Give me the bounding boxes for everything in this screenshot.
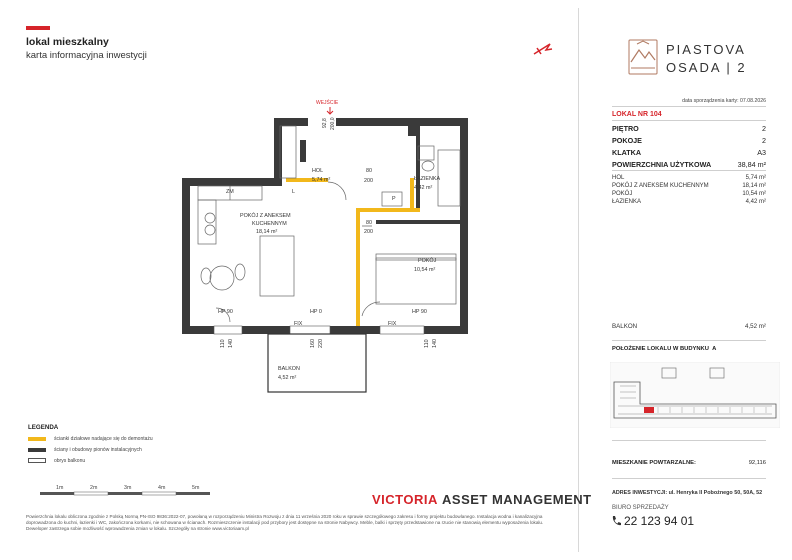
wall-top-left xyxy=(182,178,282,186)
window-fix-2: FIX xyxy=(388,321,397,327)
legend-text-demountable: ścianki działowe nadające się do demontażu xyxy=(54,436,153,442)
room-label-living-2: KUCHENNYM xyxy=(252,221,287,227)
info-row-floor: PIĘTRO 2 xyxy=(612,124,766,133)
l-mark: L xyxy=(292,189,295,195)
room-label-living-1: POKÓJ Z ANEKSEM xyxy=(240,213,291,219)
floor-plan xyxy=(176,96,486,396)
sill2-b: 220 xyxy=(318,339,324,348)
sill3-b: 140 xyxy=(432,339,438,348)
area-row-room: POKÓJ 10,54 m² xyxy=(612,191,766,197)
brand-name-line1: PIASTOVA xyxy=(666,42,746,57)
brand-name-line2: OSADA | 2 xyxy=(666,60,747,75)
window-fix-1: FIX xyxy=(294,321,303,327)
window-hp-3: HP 90 xyxy=(412,309,427,315)
scale-tick-3: 3m xyxy=(124,485,132,491)
repeat-units-row: MIESZKANIE POWTARZALNE: 92,116 xyxy=(612,460,766,466)
wall-top-right xyxy=(394,118,468,126)
room-label-hol: HOL xyxy=(312,168,324,174)
info-row-stairwell: KLATKA A3 xyxy=(612,148,766,157)
legend-title: LEGENDA xyxy=(28,424,59,431)
room-label-bathroom: ŁAZIENKA xyxy=(414,176,441,182)
room-area-living: 18,14 m² xyxy=(256,229,278,235)
building-location-map xyxy=(610,362,780,428)
room-area-bathroom: 4,42 m² xyxy=(414,185,433,191)
room-label-room: POKÓJ xyxy=(418,258,437,264)
balcony-outline xyxy=(268,334,366,392)
window-hp-2: HP 0 xyxy=(310,309,322,315)
sales-phone[interactable]: 22 123 94 01 xyxy=(624,514,695,528)
sales-office-label: BIURO SPRZEDAŻY xyxy=(612,505,669,511)
info-row-rooms: POKOJE 2 xyxy=(612,136,766,145)
unit-label: LOKAL NR 104 xyxy=(612,111,662,118)
room-area-room: 10,54 m² xyxy=(414,267,436,273)
scale-bar xyxy=(40,490,220,498)
sill2-a: 160 xyxy=(310,339,316,348)
investment-address: ADRES INWESTYCJI: ul. Henryka II Pobożnego 50, 50A, 52 xyxy=(612,490,763,496)
info-row-usable-area: POWIERZCHNIA UŻYTKOWA 38,84 m² xyxy=(612,160,766,169)
sill1-a: 110 xyxy=(220,339,226,348)
entrance-label: WEJŚCIE xyxy=(316,100,339,106)
entrance-dim-2: 200,0 xyxy=(330,117,336,130)
p-mark: P xyxy=(392,196,396,202)
room-label-balcony: BALKON xyxy=(278,366,300,372)
phone-icon xyxy=(611,515,621,527)
zm-mark: ZM xyxy=(226,189,234,195)
header-accent-bar xyxy=(26,26,50,30)
legend-text-walls: ściany i obudowy pionów instalacyjnych xyxy=(54,447,142,453)
area-row-hol: HOL 5,74 m² xyxy=(612,175,766,181)
door2-width: 80 xyxy=(366,220,372,226)
legend-swatch-demountable xyxy=(28,437,46,441)
company-logo: VICTORIA ASSET MANAGEMENT xyxy=(372,492,592,507)
legend-swatch-walls xyxy=(28,448,46,452)
sill3-a: 110 xyxy=(424,339,430,348)
page-title: lokal mieszkalny xyxy=(26,36,109,48)
entrance-arrow-icon xyxy=(326,107,334,115)
divider-line xyxy=(578,8,579,552)
legend-swatch-balcony xyxy=(28,458,46,463)
brand-logo-icon xyxy=(627,38,659,76)
door2-height: 200 xyxy=(364,229,373,235)
scale-tick-5: 5m xyxy=(192,485,200,491)
card-date: data sporządzenia karty: 07.08.2026 xyxy=(682,98,766,104)
balcony-row: BALKON 4,52 m² xyxy=(612,323,766,330)
page-subtitle: karta informacyjna inwestycji xyxy=(26,50,147,61)
room-area-hol: 5,74 m² xyxy=(312,177,331,183)
area-row-living: POKÓJ Z ANEKSEM KUCHENNYM 18,14 m² xyxy=(612,183,766,189)
scale-tick-4: 4m xyxy=(158,485,166,491)
scale-tick-2: 2m xyxy=(90,485,98,491)
area-row-bathroom: ŁAZIENKA 4,42 m² xyxy=(612,199,766,205)
wall-left-upper xyxy=(274,118,282,186)
sill1-b: 140 xyxy=(228,339,234,348)
legend-text-balcony: obrys balkonu xyxy=(54,458,86,464)
unit-marker-icon xyxy=(644,407,654,413)
window-hp-1: HP 90 xyxy=(218,309,233,315)
door1-height: 200 xyxy=(364,178,373,184)
scale-tick-1: 1m xyxy=(56,485,64,491)
shaft-wall xyxy=(416,126,420,210)
building-location-label: POŁOŻENIE LOKALU W BUDYNKU A xyxy=(612,346,717,352)
north-arrow-icon xyxy=(532,40,554,58)
entrance-dim-1: 92,8 xyxy=(322,118,328,128)
door1-width: 80 xyxy=(366,168,372,174)
wall-left xyxy=(182,178,190,334)
footer-disclaimer: Powierzchnia lokalu obliczona zgodnie z Polską Normą PN-ISO 9836:2022-07, powołaną w rozporządzeniu Ministra Rozwoju z dnia 11 września 2020 roku w sprawie szczegółowego zakresu i formy projektu budowlanego. Instalacja wodna i kanalizacyjna doprowadzona do kuchni, łazienki i WC, zakończona korkami, nie schowana w ścianach. Rozmieszczenie instalacji pod przybory jest dostępne na stronie Nabywcy. Meble, balki i sprzęty przedstawione na rzucie nie stanowią elementu wyposażenia lokalu. Deweloper zastrzega sobie możliwość wprowadzenia zmian w lokalu. Szczegóły na stronie www.victoriaam.pl xyxy=(26,514,544,531)
wall-right xyxy=(460,118,468,334)
room-area-balcony: 4,52 m² xyxy=(278,375,297,381)
